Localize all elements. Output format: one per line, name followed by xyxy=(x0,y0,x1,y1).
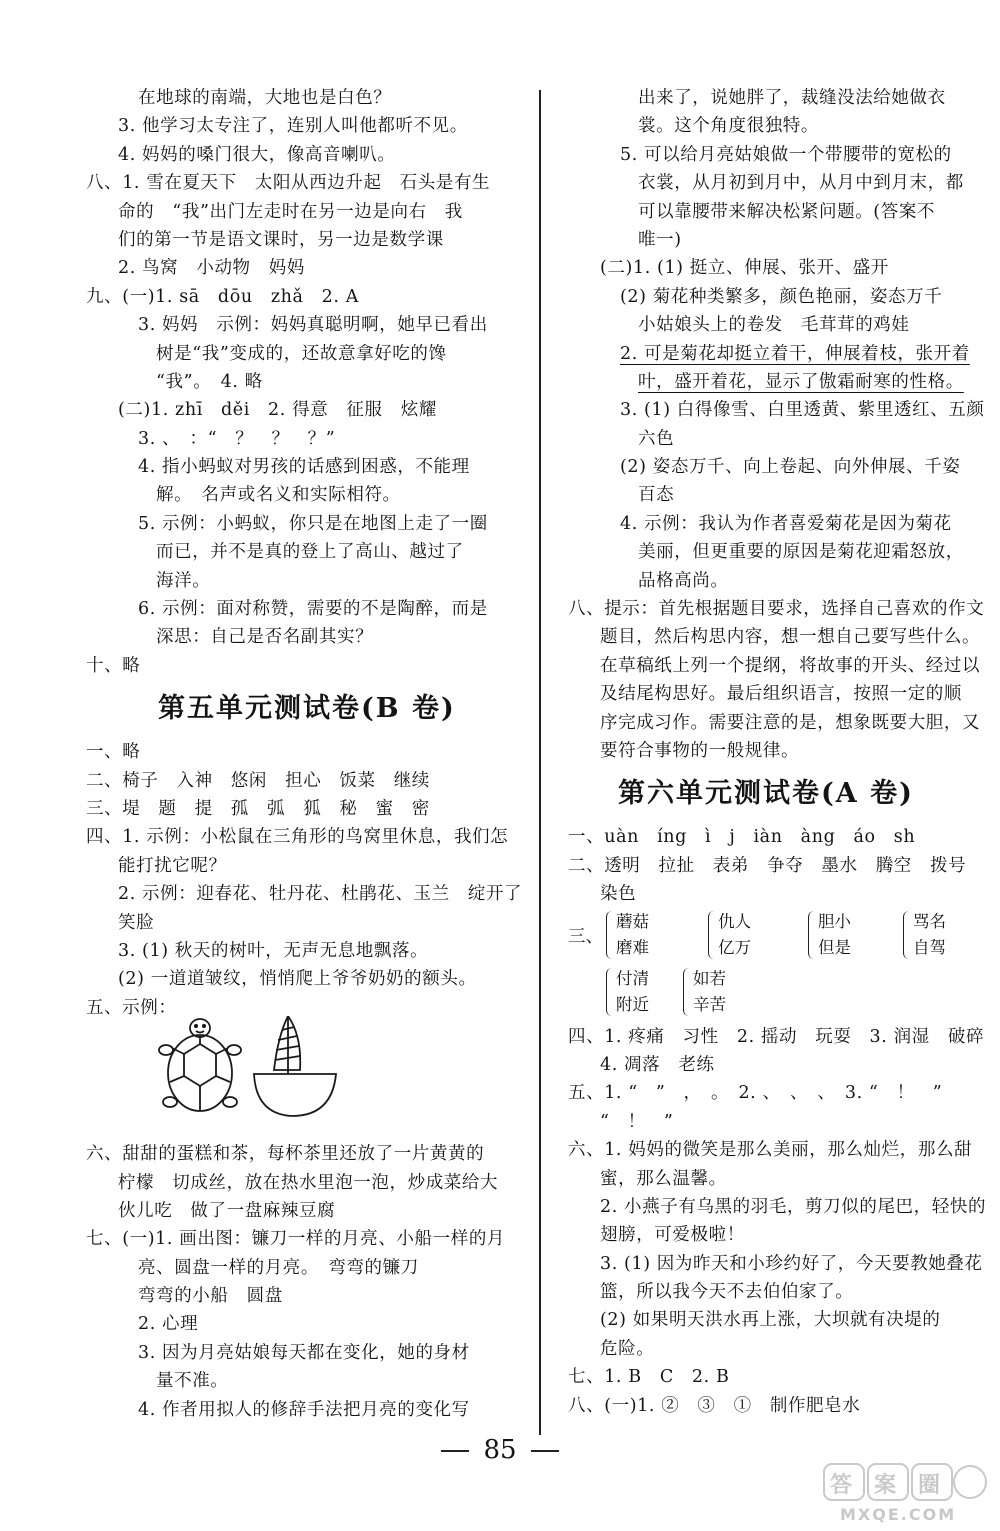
answer-line: 四、1. 疼痛 习性 2. 摇动 玩耍 3. 润湿 破碎 xyxy=(568,1026,985,1047)
answer-line: 可以靠腰带来解决松紧问题。(答案不 xyxy=(638,201,936,222)
answer-line: 3. (1) 因为昨天和小珍约好了，今天要教她叠花 xyxy=(600,1253,983,1274)
example-drawings xyxy=(86,1022,506,1140)
page-number: 85 xyxy=(0,1432,1000,1468)
answer-line: 品格高尚。 xyxy=(638,570,729,591)
answer-line: 出来了，说她胖了，裁缝没法给她做衣 xyxy=(638,88,946,108)
answer-line: 一、略 xyxy=(86,742,141,763)
answer-line: 要符合事物的一般规律。 xyxy=(600,740,800,761)
answer-line: 3. (1) 白得像雪、白里透黄、紫里透红、五颜 xyxy=(620,400,985,421)
answer-line: (2) 姿态万千、向上卷起、向外伸展、千姿 xyxy=(620,457,961,478)
word-group: 付清 附近 xyxy=(616,966,649,1018)
left-column xyxy=(86,84,523,1424)
answer-line: 能打扰它呢？ xyxy=(118,855,227,876)
answer-line: 裳。这个角度很独特。 xyxy=(638,116,819,137)
answer-line: 柠檬 切成丝，放在热水里泡一泡，炒成菜给大 xyxy=(118,1172,499,1193)
answer-line: “ ！ ” xyxy=(600,1111,674,1132)
answer-line: 六、1. 妈妈的微笑是那么美丽，那么灿烂，那么甜 xyxy=(568,1140,973,1161)
answer-line: 4. 作者用拟人的修辞手法把月亮的变化写 xyxy=(138,1399,470,1420)
answer-line: 4. 凋落 老练 xyxy=(600,1054,715,1075)
answer-line: 深思：自己是否名副其实？ xyxy=(156,627,374,648)
answer-line: 命的 “我”出门左走时在另一边是向右 我 xyxy=(118,201,463,222)
answer-line: 4. 指小蚂蚁对男孩的话感到困惑，不能理 xyxy=(138,457,470,478)
answer-line: 叶，盛开着花，显示了傲霜耐寒的性格。 xyxy=(638,371,964,392)
turtle-and-boat-drawing xyxy=(156,1016,356,1126)
answer-line: “我”。 4. 略 xyxy=(156,371,263,392)
answer-line: 九、(一)1. sā dōu zhǎ 2. A xyxy=(86,286,359,307)
answer-line: 二、透明 拉扯 表弟 争夺 墨水 腾空 拨号 xyxy=(568,855,967,876)
answer-line: 衣裳，从月初到月中，从月中到月末，都 xyxy=(638,173,964,194)
section-heading-unit5-b: 第五单元测试卷(B 卷) xyxy=(158,693,456,725)
left-answers-a xyxy=(86,84,506,680)
answer-line: 百态 xyxy=(638,485,675,506)
answer-line: 量不准。 xyxy=(156,1371,229,1392)
answer-line: 美丽，但更重要的原因是菊花迎霜怒放， xyxy=(638,542,964,563)
bracket-groups xyxy=(568,909,983,1023)
answer-line: 亮、圆盘一样的月亮。 弯弯的镰刀 xyxy=(138,1257,419,1278)
svg-text:答: 答 xyxy=(830,1473,853,1498)
answer-line: 染色 xyxy=(600,884,637,905)
word-group: 仇人 亿万 xyxy=(718,909,751,961)
answer-line: (2) 菊花种类繁多，颜色艳丽，姿态万千 xyxy=(620,286,943,307)
answer-line: 五、1. “ ” ， 。 2. 、 、 、 3. “ ！ ” xyxy=(568,1083,943,1104)
answer-line: 蜜，那么温馨。 xyxy=(600,1168,727,1189)
answer-line: (二)1. zhī děi 2. 得意 征服 炫耀 xyxy=(118,400,437,421)
answer-line: 及结尾构思好。最后组织语言，按照一定的顺 xyxy=(600,684,962,705)
left-answers-c xyxy=(86,1140,506,1424)
bracket-row-2 xyxy=(568,966,983,1023)
svg-text:案: 案 xyxy=(874,1473,897,1498)
answer-line: 4. 妈妈的嗓门很大，像高音喇叭。 xyxy=(118,144,396,165)
right-column xyxy=(568,84,987,1420)
answer-line: 6. 示例：面对称赞，需要的不是陶醉，而是 xyxy=(138,599,488,620)
answer-line: 解。 名声或名义和实际相符。 xyxy=(156,485,401,506)
answer-line: 二、椅子 入神 悠闲 担心 饭菜 继续 xyxy=(86,770,430,791)
answer-line: 十、略 xyxy=(86,655,141,676)
answer-line: 3. 、 ：“ ？ ？ ？” xyxy=(138,428,336,449)
answer-line: 2. 鸟窝 小动物 妈妈 xyxy=(118,258,305,279)
right-answers-a xyxy=(568,84,983,765)
turtle-icon xyxy=(159,1019,241,1111)
answer-line: 2. 小燕子有乌黑的羽毛，剪刀似的尾巴，轻快的 xyxy=(600,1196,987,1217)
answer-line: 七、(一)1. 画出图：镰刀一样的月亮、小船一样的月 xyxy=(86,1229,506,1250)
answer-line: 3. (1) 秋天的树叶，无声无息地飘落。 xyxy=(118,940,429,961)
answer-line: 3. 因为月亮姑娘每天都在变化，她的身材 xyxy=(138,1342,470,1363)
word-group: 骂名 自驾 xyxy=(913,909,946,961)
word-group: 如若 辛苦 xyxy=(693,966,726,1018)
answer-line: (二)1. (1) 挺立、伸展、张开、盛开 xyxy=(600,258,889,279)
answer-line: 题目，然后构思内容，想一想自己要写些什么。 xyxy=(600,627,981,648)
answer-line: 七、1. B C 2. B xyxy=(568,1367,730,1388)
word-group: 胆小 但是 xyxy=(818,909,851,961)
answer-line: 在地球的南端，大地也是白色？ xyxy=(138,88,392,108)
answer-line: 三、堤 题 提 孤 弧 狐 秘 蜜 密 xyxy=(86,798,430,819)
left-answers-b xyxy=(86,738,523,1022)
answer-line: 2. 可是菊花却挺立着干，伸展着枝，张开着 xyxy=(620,343,970,364)
answer-line: (2) 如果明天洪水再上涨，大坝就有决堤的 xyxy=(600,1310,941,1331)
answer-line: 六色 xyxy=(638,428,675,449)
column-divider xyxy=(539,90,541,1435)
answer-line: 而已，并不是真的登上了高山、越过了 xyxy=(156,542,464,563)
answer-line: 小姑娘头上的卷发 毛茸茸的鸡娃 xyxy=(638,315,910,336)
answer-line: 危险。 xyxy=(600,1338,655,1359)
section-heading-unit6-a: 第六单元测试卷(A 卷) xyxy=(618,778,914,810)
answer-line: 3. 他学习太专注了，连别人叫他都听不见。 xyxy=(118,116,468,137)
right-answers-b xyxy=(568,823,983,908)
boat-icon xyxy=(254,1016,336,1116)
answer-line: 一、uàn íng ì j iàn àng áo sh xyxy=(568,827,916,848)
answer-line: 八、提示：首先根据题目要求，选择自己喜欢的作文 xyxy=(568,599,985,620)
answer-line: 笑脸 xyxy=(118,912,155,933)
answer-line: 四、1. 示例：小松鼠在三角形的鸟窝里休息，我们怎 xyxy=(86,827,509,848)
answer-line: 树是“我”变成的，还故意拿好吃的馋 xyxy=(156,343,447,364)
right-answers-c xyxy=(568,1023,987,1420)
answer-line: 八、(一)1. ② ③ ① 制作肥皂水 xyxy=(568,1395,861,1416)
answer-line: 2. 示例：迎春花、牡丹花、杜鹃花、玉兰 绽开了 xyxy=(118,884,523,905)
answer-line: 3. 妈妈 示例：妈妈真聪明啊，她早已看出 xyxy=(138,315,488,336)
svg-text:圈: 圈 xyxy=(918,1473,941,1498)
answer-line: 2. 心理 xyxy=(138,1314,199,1335)
answer-line: 六、甜甜的蛋糕和茶，每杯茶里还放了一片黄黄的 xyxy=(86,1144,485,1165)
watermark-logo xyxy=(820,1460,990,1526)
answer-line: 伙儿吃 做了一盘麻辣豆腐 xyxy=(118,1200,336,1221)
svg-text:MXQE.COM: MXQE.COM xyxy=(840,1505,957,1524)
answer-line: 们的第一节是语文课时，另一边是数学课 xyxy=(118,229,444,250)
answer-line: 5. 可以给月亮姑娘做一个带腰带的宽松的 xyxy=(620,144,952,165)
word-group: 蘑菇 磨难 xyxy=(616,909,649,961)
answer-line: 4. 示例：我认为作者喜爱菊花是因为菊花 xyxy=(620,513,952,534)
bracket-question-label: 三、 xyxy=(568,926,603,947)
answer-line: 海洋。 xyxy=(156,570,211,591)
answer-line: 在草稿纸上列一个提纲，将故事的开头、经过以 xyxy=(600,655,981,676)
bracket-row-1 xyxy=(568,909,983,966)
answer-line: 八、1. 雪在夏天下 太阳从西边升起 石头是有生 xyxy=(86,173,491,194)
answer-line: 翅膀，可爱极啦！ xyxy=(600,1225,745,1246)
answer-line: 弯弯的小船 圆盘 xyxy=(138,1286,283,1307)
answer-line: 五、示例： xyxy=(86,997,177,1018)
answer-line: 篮，所以我今天不去伯伯家了。 xyxy=(600,1282,854,1303)
answer-line: 序完成习作。需要注意的是，想象既要大胆，又 xyxy=(600,712,981,733)
answer-line: 唯一) xyxy=(638,229,682,250)
answer-line: (2) 一道道皱纹，悄悄爬上爷爷奶奶的额头。 xyxy=(118,969,477,990)
answer-line: 5. 示例：小蚂蚁，你只是在地图上走了一圈 xyxy=(138,513,488,534)
